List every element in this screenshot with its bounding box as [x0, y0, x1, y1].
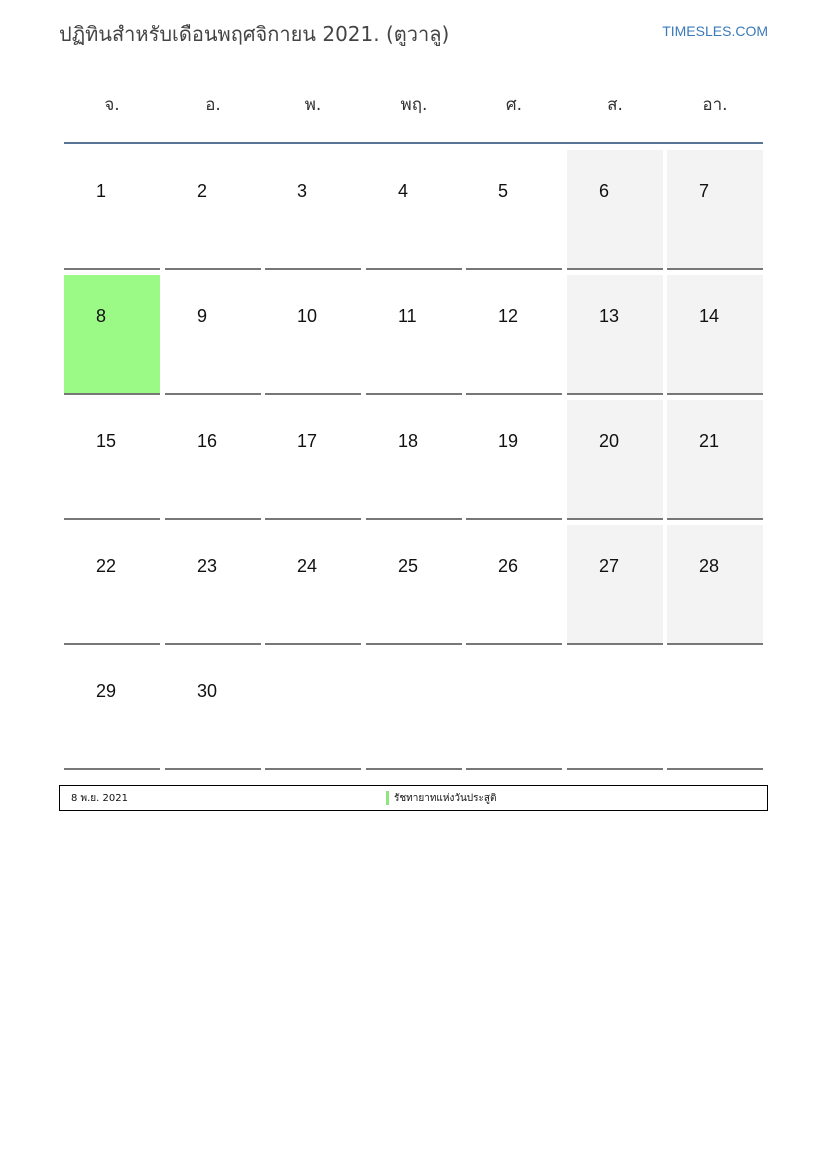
weekday-header: ศ.	[505, 95, 523, 115]
event-marker	[386, 791, 389, 805]
day-cell[interactable]	[667, 525, 763, 645]
weekday-header: จ.	[104, 95, 120, 115]
day-cell[interactable]	[667, 275, 763, 395]
day-number: 30	[197, 681, 218, 701]
day-cell[interactable]	[265, 525, 361, 645]
day-number: 11	[398, 306, 417, 326]
day-number: 8	[96, 306, 107, 326]
day-number: 24	[297, 556, 318, 576]
day-number: 2	[197, 181, 208, 201]
day-cell[interactable]	[64, 150, 160, 270]
weekday-header-row	[64, 88, 763, 144]
day-cell[interactable]	[567, 275, 663, 395]
weekday-header: อา.	[702, 95, 728, 115]
day-cell[interactable]	[466, 400, 562, 520]
day-cell[interactable]	[165, 650, 261, 770]
day-cell[interactable]	[567, 400, 663, 520]
empty-day-cell	[366, 650, 462, 770]
day-number: 26	[498, 556, 519, 576]
day-number: 14	[699, 306, 720, 326]
day-cell[interactable]	[265, 150, 361, 270]
day-number: 10	[297, 306, 318, 326]
day-cell[interactable]	[466, 525, 562, 645]
day-number: 20	[599, 431, 620, 451]
day-number: 27	[599, 556, 620, 576]
day-cell[interactable]	[366, 400, 462, 520]
events-box	[59, 785, 768, 811]
day-number: 15	[96, 431, 117, 451]
day-number: 7	[699, 181, 710, 201]
day-cell[interactable]	[366, 150, 462, 270]
day-number: 28	[699, 556, 720, 576]
day-number: 25	[398, 556, 419, 576]
day-cell[interactable]	[466, 150, 562, 270]
day-cell[interactable]	[64, 400, 160, 520]
day-number: 18	[398, 431, 419, 451]
day-cell[interactable]	[466, 275, 562, 395]
day-number: 12	[498, 306, 519, 326]
day-number: 9	[197, 306, 208, 326]
day-cell[interactable]	[165, 275, 261, 395]
day-cell[interactable]	[667, 400, 763, 520]
day-cell[interactable]	[567, 150, 663, 270]
day-cell[interactable]	[667, 150, 763, 270]
day-number: 17	[297, 431, 318, 451]
page-title: ปฏิทินสำหรับเดือนพฤศจิกายน 2021. (ตูวาลู)	[59, 22, 450, 46]
day-cell[interactable]	[366, 525, 462, 645]
day-cell[interactable]	[64, 525, 160, 645]
day-number: 29	[96, 681, 117, 701]
day-cell[interactable]	[366, 275, 462, 395]
day-number: 6	[599, 181, 610, 201]
day-number: 19	[498, 431, 519, 451]
empty-day-cell	[567, 650, 663, 770]
day-number: 5	[498, 181, 509, 201]
empty-day-cell	[466, 650, 562, 770]
empty-day-cell	[667, 650, 763, 770]
day-number: 23	[197, 556, 218, 576]
site-link[interactable]: TIMESLES.COM	[662, 23, 768, 39]
day-number: 4	[398, 181, 409, 201]
day-cell[interactable]	[265, 275, 361, 395]
day-cell[interactable]	[64, 275, 160, 395]
weekday-header: พฤ.	[400, 95, 428, 115]
day-cell[interactable]	[567, 525, 663, 645]
weekday-header: ส.	[607, 95, 623, 115]
day-number: 16	[197, 431, 218, 451]
empty-day-cell	[265, 650, 361, 770]
day-number: 22	[96, 556, 117, 576]
day-cell[interactable]	[265, 400, 361, 520]
event-name: รัชทายาทแห่งวันประสูติ	[394, 793, 497, 804]
day-number: 21	[699, 431, 720, 451]
day-cell[interactable]	[165, 525, 261, 645]
day-cell[interactable]	[165, 150, 261, 270]
day-number: 13	[599, 306, 620, 326]
day-cell[interactable]	[165, 400, 261, 520]
day-number: 1	[96, 181, 107, 201]
event-date: 8 พ.ย. 2021	[71, 793, 128, 804]
weekday-header: อ.	[205, 95, 221, 115]
day-number: 3	[297, 181, 308, 201]
weekday-header: พ.	[304, 95, 322, 115]
day-cell[interactable]	[64, 650, 160, 770]
